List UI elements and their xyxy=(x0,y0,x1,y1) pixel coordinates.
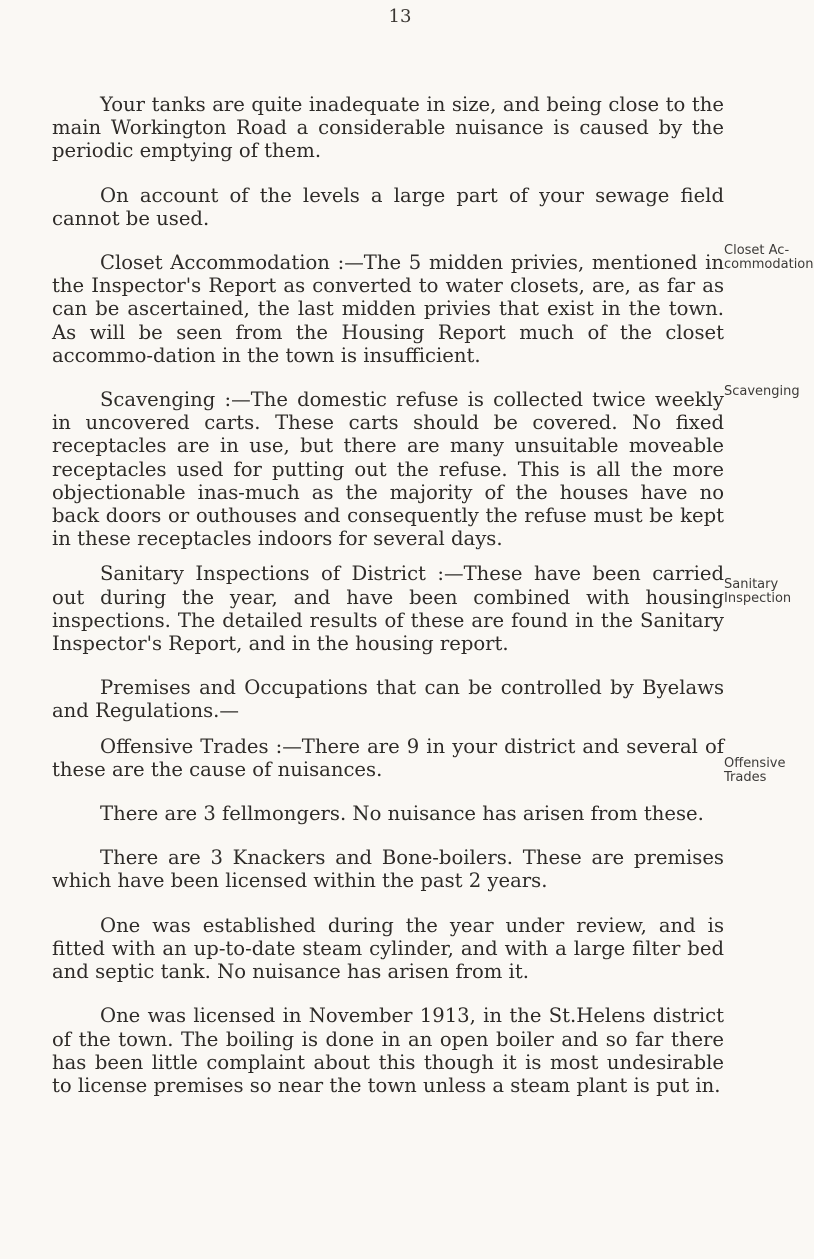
paragraph-closet-accommodation xyxy=(52,251,724,367)
paragraph-text: Premises and Occupations that can be controlled by Byelaws and Regulations.— xyxy=(52,676,724,723)
paragraph-sanitary-inspections xyxy=(52,562,724,655)
paragraph-text: Your tanks are quite inadequate in size, and being close to the main Workington Road a considerable nuisance is caused by the periodic emptying of them. xyxy=(52,93,724,163)
paragraph-offensive-trades xyxy=(52,735,724,781)
margin-note-line: Inspection xyxy=(724,591,792,606)
paragraph-text: There are 3 fellmongers. No nuisance has arisen from these. xyxy=(100,802,704,826)
margin-note-offensive-trades xyxy=(724,757,800,785)
margin-note-line: Sanitary xyxy=(724,577,779,592)
margin-note-line: Offensive xyxy=(724,756,786,771)
paragraph-text: Offensive Trades :—There are 9 in your district and several of these are the cause of nuisances. xyxy=(52,734,724,781)
paragraph-text: On account of the levels a large part of your sewage field cannot be used. xyxy=(52,183,724,230)
paragraph-text: There are 3 Knackers and Bone-boilers. These are premises which have been licensed within the past 2 years. xyxy=(52,846,724,893)
paragraph-tanks xyxy=(52,93,724,163)
paragraph-text: Scavenging :—The domestic refuse is collected twice weekly in uncovered carts. These carts should be covered. No fixed receptacles are in use, but there are many unsuitable moveable receptacles used for putting out the refuse. This is all the more objectionable inas-much as the majority of the houses have no back doors or outhouses and consequently the refuse must be kept in these receptacles indoors for several days. xyxy=(52,388,724,551)
margin-note-line: Scavenging xyxy=(724,384,800,399)
paragraph-established xyxy=(52,914,724,984)
paragraph-text: Sanitary Inspections of District :—These have been carried out during the year, and have been combined with housing inspections. The detailed results of these are found in the Sanitary Inspector's Report, and in the housing report. xyxy=(52,562,724,656)
margin-note-scavenging xyxy=(724,385,800,399)
paragraph-fellmongers xyxy=(52,802,724,825)
paragraph-premises-byelaws xyxy=(52,676,724,722)
body-text xyxy=(52,36,724,1097)
paragraph-licensed-1913 xyxy=(52,1004,724,1097)
paragraph-text: One was established during the year under review, and is fitted with an up-to-date steam cylinder, and with a large filter bed and septic tank. No nuisance has arisen from it. xyxy=(52,913,724,984)
paragraph-scavenging xyxy=(52,388,724,550)
margin-note-line: Closet Ac- xyxy=(724,243,790,258)
margin-note-line: commodation xyxy=(724,257,814,272)
paragraph-levels xyxy=(52,184,724,230)
margin-note-sanitary-inspection xyxy=(724,578,800,606)
paragraph-knackers xyxy=(52,846,724,892)
page-number: 13 xyxy=(388,6,412,27)
margin-note-closet-accommodation xyxy=(724,243,814,272)
paragraph-text: One was licensed in November 1913, in the St.Helens district of the town. The boiling is done in an open boiler and so far there has been little complaint about this though it is most undesirable to license premises so near the town unless a steam plant is put in. xyxy=(52,1004,724,1097)
paragraph-text: Closet Accommodation :—The 5 midden privies, mentioned in the Inspector's Report as converted to water closets, are, as far as can be ascertained, the last midden privies that exist in the town. As will be seen from the Housing Report much of the closet accommo-dation in the town is insufficient. xyxy=(52,251,724,367)
margin-note-line: Trades xyxy=(724,770,767,785)
